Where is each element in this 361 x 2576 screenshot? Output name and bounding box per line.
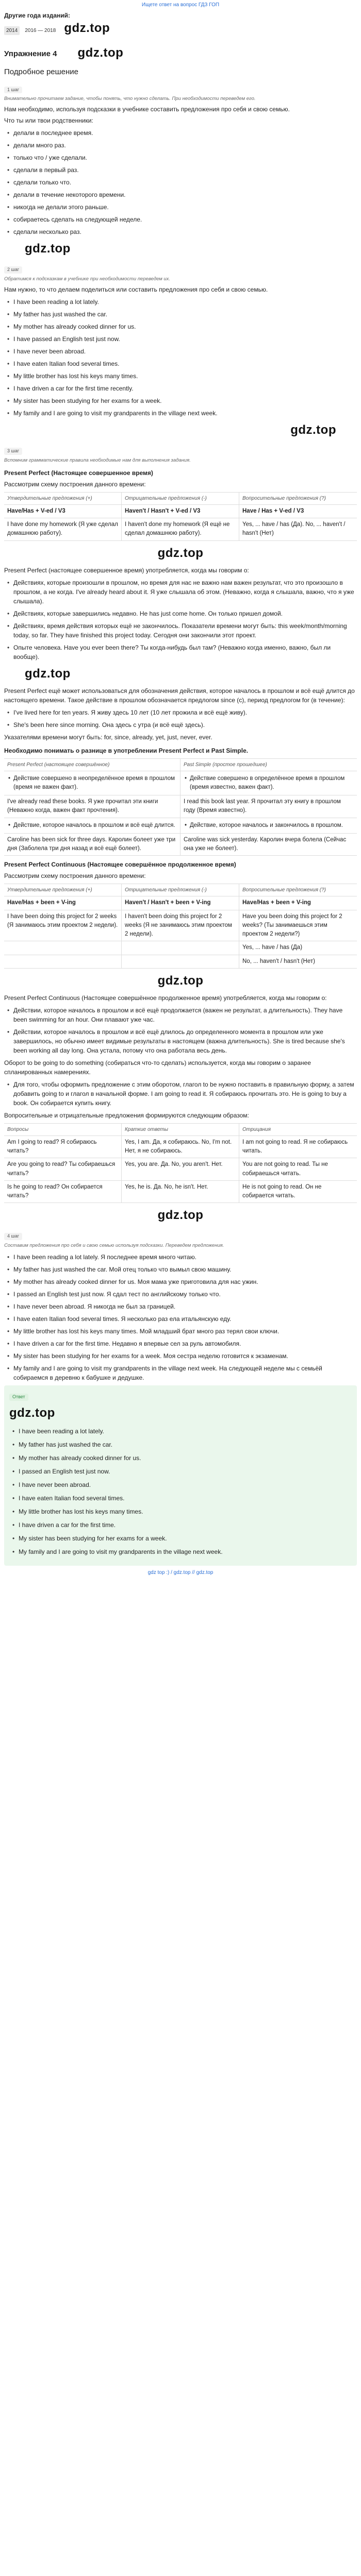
table-cell: I have been doing this project for 2 weeks (Я занимаюсь этим проектом 2 недели). xyxy=(4,910,122,942)
table-cell: I haven't done my homework (Я ещё не сделал домашнюю работу). xyxy=(122,518,239,541)
list-item: • сделали только что. xyxy=(4,178,357,187)
list-item: • Действиях, которые произошли в прошлом, но время для нас не важно нам важен результат, что это произошло в прошлом, а не когда. I've already heard about it. Я уже слышала об этом. (Неважно, когда я слышала, важно, что я уже слышала). xyxy=(4,578,357,606)
list-item: • I have been reading a lot lately. xyxy=(4,297,357,307)
step-tag: 2 шаг xyxy=(4,266,22,274)
table-cell: Yes, ... have / has (Да). No, ... haven't / hasn't (Нет) xyxy=(239,518,357,541)
table-cell: I've already read these books. Я уже прочитал эти книги (Неважно когда, важен факт прочтения). xyxy=(4,795,180,818)
list-item: • I have been reading a lot lately. xyxy=(9,1427,352,1436)
list-item: • сделали в первый раз. xyxy=(4,165,357,175)
step-hint: Внимательно прочитаем задание, чтобы понять, что нужно сделать. При необходимости переведем его. xyxy=(4,96,256,101)
list-item: • I have eaten Italian food several times. Я несколько раз ела итальянскую еду. xyxy=(4,1314,357,1324)
table-cell: Have / Has + V-ed / V3 xyxy=(239,505,357,518)
step-hint: Составим предложения про себя и свою семью используя подсказки. Переведем предложения. xyxy=(4,1242,224,1248)
table-cell: Are you going to read? Ты собираешься читать? xyxy=(4,1158,122,1181)
step-intro: Нам необходимо, используя подсказки в учебнике составить предложения про себя и свою семью. xyxy=(4,106,290,113)
editions-title: Другие года изданий: xyxy=(4,12,71,19)
table-cell: Yes, I am. Да, я собираюсь. No, I'm not. Нет, я не собираюсь. xyxy=(122,1136,239,1159)
table-cell: • Действие, которое началось и закончилось в прошлом. xyxy=(180,818,357,834)
list-item: • I have driven a car for the first time. Недавно я впервые сел за руль автомобиля. xyxy=(4,1339,357,1348)
section-step-1 xyxy=(4,81,357,237)
list-item: • I have never been abroad. xyxy=(4,347,357,356)
watermark: gdz.top xyxy=(25,242,71,256)
table-header: Present Perfect (настоящее совершённое) xyxy=(4,759,180,771)
table-cell: He is not going to read. Он не собирается читать. xyxy=(239,1181,357,1204)
compare-table xyxy=(4,758,357,856)
list-item: • I have eaten Italian food several times. xyxy=(9,1494,352,1503)
list-item: • сделали несколько раз. xyxy=(4,227,357,236)
table-header: Краткие ответы xyxy=(122,1124,239,1136)
pp-usage-list xyxy=(4,578,357,662)
table-cell: Yes, you are. Да. No, you aren't. Нет. xyxy=(122,1158,239,1181)
watermark: gdz.top xyxy=(25,666,71,681)
watermark: gdz.top xyxy=(290,423,336,437)
list-item: • собираетесь сделать на следующей неделе. xyxy=(4,215,357,224)
table-header: Утвердительные предложения (+) xyxy=(4,493,122,505)
table-cell: Am I going to read? Я собираюсь читать? xyxy=(4,1136,122,1159)
list-item: • My father has just washed the car. xyxy=(4,310,357,319)
list-item: • I have driven a car for the first time. xyxy=(9,1520,352,1530)
exercise-title: Упражнение 4 xyxy=(4,49,57,58)
going-to-title: Оборот to be going to do something (собираться что-то сделать) используется, когда мы говорим о заранее спланированных намерениях. xyxy=(4,1059,311,1076)
table-cell: Caroline has been sick for three days. Каролин болеет уже три дня (Заболела три дня назад и всё ещё болеет). xyxy=(4,834,180,856)
translation-label: Что ты или твои родственники: xyxy=(4,117,93,125)
editions-list xyxy=(4,21,357,40)
exercise-header xyxy=(4,44,357,62)
list-item: • Действиях, которые завершились недавно. He has just come home. Он только пришел домой. xyxy=(4,609,357,618)
present-perfect-title: Present Perfect (Настоящее совершенное время) xyxy=(4,469,153,477)
present-perfect-table xyxy=(4,492,357,541)
list-item: • My family and I are going to visit my grandparents in the village next week. xyxy=(9,1547,352,1556)
table-cell xyxy=(4,941,122,955)
watermark: gdz.top xyxy=(157,973,204,988)
ppc-table xyxy=(4,884,357,969)
list-item: • My mother has already cooked dinner for us. xyxy=(4,322,357,331)
watermark: gdz.top xyxy=(64,21,110,35)
list-item: • делали много раз. xyxy=(4,141,357,150)
step2-list xyxy=(4,297,357,418)
section-step-2 xyxy=(4,261,357,418)
table-header: Отрицания xyxy=(239,1124,357,1136)
scheme-label: Рассмотрим схему построения данного времени: xyxy=(4,480,146,488)
table-cell: Is he going to read? Он собирается читать? xyxy=(4,1181,122,1204)
table-header: Вопросительные предложения (?) xyxy=(239,493,357,505)
table-cell: • Действие, которое началось в прошлом и всё ещё длится. xyxy=(4,818,180,834)
table-cell: Have you been doing this project for 2 weeks? (Ты занимаешься этим проектом 2 недели?) xyxy=(239,910,357,942)
table-cell: I read this book last year. Я прочитал эту книгу в прошлом году (Время известно). xyxy=(180,795,357,818)
table-header: Вопросы xyxy=(4,1124,122,1136)
ppc-usage-title: Present Perfect Continuous (Настоящее совершённое продолженное время) употребляется, когда мы говорим о: xyxy=(4,994,327,1002)
table-cell: I am not going to read. Я не собираюсь читать. xyxy=(239,1136,357,1159)
list-item: • Для того, чтобы оформить предложение с этим оборотом, глагол to be нужно поставить в правильную форму, а затем добавить going to и глагол в начальной форме. I am going to read it. Я собираюсь прочитать это. He is going to buy a book. Он собирается купить книгу. xyxy=(4,1080,357,1108)
going-to-table xyxy=(4,1123,357,1204)
answer-list xyxy=(9,1427,352,1556)
top-note[interactable]: Ищете ответ на вопрос ГДЗ ГОП xyxy=(141,2,220,8)
table-cell: Have/Has + been + V-ing xyxy=(4,896,122,910)
table-cell: Yes, he is. Да. No, he isn't. Нет. xyxy=(122,1181,239,1204)
watermark: gdz.top xyxy=(77,46,124,60)
list-item: • My sister has been studying for her exams for a week. xyxy=(4,396,357,405)
going-to-question: Вопросительные и отрицательные предложения формируются следующим образом: xyxy=(4,1111,249,1119)
list-item: • My sister has been studying for her exams for a week. xyxy=(9,1534,352,1543)
list-item: • Действии, которое началось в прошлом и всё ещё длилось до определенного момента в прошлом или уже завершилось, но обычно имеет видимые результаты в настоящем (важна длительность). She is tired because she's been working all day long. Она устала, потому что она работала весь день. xyxy=(4,1027,357,1055)
table-header: Утвердительные предложения (+) xyxy=(4,884,122,896)
table-cell: Have/Has + V-ed / V3 xyxy=(4,505,122,518)
list-item: • I have never been abroad. Я никогда не был за границей. xyxy=(4,1302,357,1311)
list-item: • My little brother has lost his keys many times. xyxy=(4,371,357,381)
list-item: • I have driven a car for the first time recently. xyxy=(4,384,357,393)
table-header: Отрицательные предложения (-) xyxy=(122,884,239,896)
table-cell: I have done my homework (Я уже сделал домашнюю работу). xyxy=(4,518,122,541)
table-cell xyxy=(4,955,122,969)
watermark: gdz.top xyxy=(9,1405,55,1420)
list-item: • I've lived here for ten years. Я живу здесь 10 лет (10 лет прожила и всё ещё живу). xyxy=(4,708,357,717)
table-cell: You are not going to read. Ты не собираешься читать. xyxy=(239,1158,357,1181)
step-tag: 4 шаг xyxy=(4,1233,22,1240)
ppc-usage-list xyxy=(4,1006,357,1055)
solution-title: Подробное решение xyxy=(4,67,79,76)
answer-box xyxy=(4,1385,357,1566)
table-cell: I haven't been doing this project for 2 weeks (Я не занимаюсь этим проектом 2 недели). xyxy=(122,910,239,942)
list-item: • Опыте человека. Have you ever been there? Ты когда-нибудь был там? (Неважно когда именно, важно, был ли вообще). xyxy=(4,643,357,662)
table-cell: • Действие совершено в неопределённое время в прошлом (время не важен факт). xyxy=(4,771,180,796)
ppc-scheme-label: Рассмотрим схему построения данного времени: xyxy=(4,872,146,880)
list-item: • My family and I are going to visit my grandparents in the village next week. На следующей неделе мы с семьёй собираемся в деревню к бабушке и дедушке. xyxy=(4,1364,357,1382)
list-item: • Действиях, время действия которых ещё не закончилось. Показатели времени могут быть: this week/month/morning today, so far. They have finished this project today. Сегодня они закончили этот проект. xyxy=(4,621,357,640)
list-item: • I passed an English test just now. Я сдал тест по английскому только что. xyxy=(4,1290,357,1299)
table-cell: Haven't / Hasn't + V-ed / V3 xyxy=(122,505,239,518)
footer-links[interactable]: gdz top :) / gdz.top // gdz.top xyxy=(147,1569,214,1575)
table-cell: Haven't / Hasn't + been + V-ing xyxy=(122,896,239,910)
table-cell xyxy=(122,941,239,955)
list-item: • только что / уже сделали. xyxy=(4,153,357,162)
list-item: • My father has just washed the car. xyxy=(9,1440,352,1449)
list-item: • I have never been abroad. xyxy=(9,1480,352,1489)
since-for-list xyxy=(4,708,357,730)
step-intro: Нам нужно, то что делаем поделиться или составить предложения про себя и свою семью. xyxy=(4,286,268,293)
edition-2014[interactable]: 2014 xyxy=(4,26,20,35)
watermark: gdz.top xyxy=(157,546,204,560)
edition-2016-2018[interactable]: 2016 — 2018 xyxy=(25,27,56,33)
step-hint: Вспомним грамматические правила необходимые нам для выполнения задания. xyxy=(4,457,191,463)
list-item: • делали в течение некоторого времени. xyxy=(4,190,357,199)
list-item: • делали в последнее время. xyxy=(4,128,357,138)
list-item: • никогда не делали этого раньше. xyxy=(4,202,357,212)
section-step-3 xyxy=(4,443,357,1203)
list-item: • I have passed an English test just now. xyxy=(4,334,357,344)
step-tag: 1 шаг xyxy=(4,87,22,94)
answer-tag: Ответ xyxy=(9,1394,28,1401)
list-item: • I have eaten Italian food several times. xyxy=(4,359,357,368)
step-hint: Обратимся к подсказкам в учебнике при необходимости переведем их. xyxy=(4,276,171,282)
list-item: • My mother has already cooked dinner for us. xyxy=(9,1453,352,1463)
step1-list xyxy=(4,128,357,236)
table-cell: Have/Has + been + V-ing xyxy=(239,896,357,910)
list-item: • My family and I are going to visit my grandparents in the village next week. xyxy=(4,409,357,418)
table-header: Past Simple (простое прошедшее) xyxy=(180,759,357,771)
list-item: • My sister has been studying for her exams for a week. Моя сестра неделю готовится к экзаменам. xyxy=(4,1351,357,1361)
list-item: • I passed an English test just now. xyxy=(9,1467,352,1476)
time-markers: Указателями времени могут быть: for, since, already, yet, just, never, ever. xyxy=(4,733,212,741)
ppc-title: Present Perfect Continuous (Настоящее совершённое продолженное время) xyxy=(4,861,236,869)
list-item: • My mother has already cooked dinner for us. Моя мама уже приготовила для нас ужин. xyxy=(4,1277,357,1286)
table-cell: Yes, ... have / has (Да) xyxy=(239,941,357,955)
section-step-4 xyxy=(4,1228,357,1382)
list-item: • Действии, которое началось в прошлом и всё ещё продолжается (важен не результат, а длительность). They have been swimming for an hour. Они плавают уже час. xyxy=(4,1006,357,1024)
list-item: • My little brother has lost his keys many times. Мой младший брат много раз терял свои ключи. xyxy=(4,1327,357,1336)
step4-list xyxy=(4,1252,357,1382)
list-item: • I have been reading a lot lately. Я последнее время много читаю. xyxy=(4,1252,357,1262)
watermark: gdz.top xyxy=(157,1208,204,1223)
compare-title: Необходимо понимать о разнице в употреблении Present Perfect и Past Simple. xyxy=(4,747,249,754)
pp-since-for: Present Perfect ещё может использоваться для обозначения действия, которое началось в прошлом и всё ещё длится до настоящего времени. Такое действие в прошлом обозначается предлогом since (с), период предлогом for (в течение): xyxy=(4,687,355,704)
table-cell: Caroline was sick yesterday. Каролин вчера болела (Сейчас она уже не болеет). xyxy=(180,834,357,856)
list-item: • She's been here since morning. Она здесь с утра (и всё ещё здесь). xyxy=(4,720,357,730)
list-item: • My little brother has lost his keys many times. xyxy=(9,1507,352,1516)
table-cell xyxy=(122,955,239,969)
table-header: Отрицательные предложения (-) xyxy=(122,493,239,505)
table-header: Вопросительные предложения (?) xyxy=(239,884,357,896)
step-tag: 3 шаг xyxy=(4,448,22,455)
table-cell: • Действие совершено в определённое время в прошлом (время известно, важен факт). xyxy=(180,771,357,796)
pp-usage-title: Present Perfect (настоящее совершенное время) употребляется, когда мы говорим о: xyxy=(4,566,249,574)
going-to-list xyxy=(4,1080,357,1108)
table-cell: No, ... haven't / hasn't (Нет) xyxy=(239,955,357,969)
list-item: • My father has just washed the car. Мой отец только что вымыл свою машину. xyxy=(4,1265,357,1274)
